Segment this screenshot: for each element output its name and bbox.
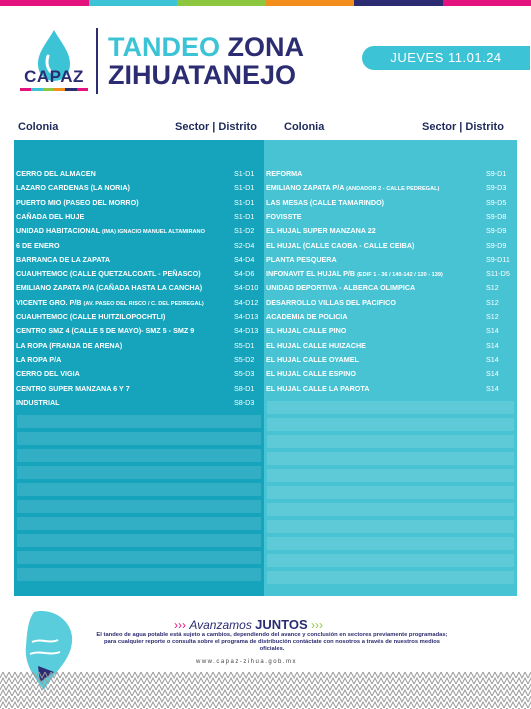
colonia-name [16, 241, 60, 250]
colonia-name-text: CERRO DEL VIGIA [16, 369, 80, 379]
logo-stripe [65, 88, 76, 91]
sector-code: S5-D3 [234, 369, 255, 379]
table-row [264, 182, 517, 196]
colonia-name [266, 183, 439, 192]
table-row [264, 268, 517, 282]
logo-stripes [20, 88, 88, 91]
table-row [264, 354, 517, 368]
topbar-segment [443, 0, 531, 6]
date-badge: JUEVES 11.01.24 [362, 46, 530, 70]
topbar-segment [0, 0, 89, 6]
colonia-name-text: EMILIANO ZAPATA P/A [266, 183, 345, 193]
empty-row [267, 520, 514, 533]
table-row [264, 311, 517, 325]
table-row [14, 383, 264, 397]
colonia-name-text: LA ROPA P/A [16, 354, 62, 364]
colonia-name [266, 198, 384, 207]
sector-code: S12 [486, 297, 499, 307]
table-row [14, 397, 264, 411]
colonia-name [16, 255, 110, 264]
sector-code: S1-D1 [234, 169, 255, 178]
colonia-name-text: CENTRO SUPER MANZANA 6 Y 7 [16, 383, 130, 393]
website-link[interactable]: www.capaz-zihua.gob.mx [196, 659, 298, 665]
table-row [264, 254, 517, 268]
sector-code: S4-D10 [234, 283, 259, 293]
logo-stripe [31, 88, 42, 91]
empty-row [17, 551, 261, 564]
topbar-segment [89, 0, 178, 6]
colonia-name-text: INFONAVIT EL HUJAL P/B [266, 269, 356, 279]
colonia-name [16, 283, 202, 292]
colonia-name-text: EL HUJAL CALLE LA PAROTA [266, 383, 370, 393]
colonia-name [16, 183, 130, 192]
table-row [14, 240, 264, 254]
sector-code: S9-D1 [486, 169, 507, 178]
colonia-note: (EDIF 1 - 36 / 140-142 / 120 - 139) [357, 272, 443, 279]
empty-row [17, 432, 261, 445]
logo-stripe [20, 88, 31, 91]
colonia-name [266, 212, 302, 221]
chevrons-icon: ››› [174, 618, 186, 632]
colonia-name-text: EL HUJAL CALLE HUIZACHE [266, 340, 366, 350]
logo-stripe [54, 88, 65, 91]
sector-code: S4-D4 [234, 254, 255, 264]
empty-row [267, 418, 514, 431]
table-row [14, 211, 264, 225]
colonia-name-text: CERRO DEL ALMACEN [16, 169, 96, 178]
table-row [264, 297, 517, 311]
sector-code: S1-D1 [234, 183, 255, 193]
empty-row [17, 483, 261, 496]
colonia-name-text: CENTRO SMZ 4 (CALLE 5 DE MAYO)- SMZ 5 - SMZ 9 [16, 326, 195, 336]
topbar-segment [266, 0, 355, 6]
page-title-line1 [108, 33, 304, 61]
empty-row [17, 534, 261, 547]
table-row [264, 340, 517, 354]
sector-code: S9-D8 [486, 211, 507, 221]
sector-code: S1-D1 [234, 197, 255, 207]
table-row [264, 211, 517, 225]
colonia-name [16, 212, 84, 221]
colonia-name-text: EL HUJAL CALLE ESPINO [266, 369, 356, 379]
sector-code: S12 [486, 312, 499, 321]
sector-code: S4-D13 [234, 312, 259, 321]
colonia-name [16, 369, 80, 378]
empty-row [17, 568, 261, 581]
top-color-bar [0, 0, 531, 6]
left-schedule-table [14, 140, 264, 596]
table-row [14, 197, 264, 211]
sector-code: S1-D2 [234, 226, 255, 236]
colonia-name-text: 6 DE ENERO [16, 240, 60, 250]
sector-code: S2-D4 [234, 240, 255, 250]
left-colonia-header: Colonia [18, 121, 59, 133]
colonia-name-text: UNIDAD HABITACIONAL [16, 226, 100, 236]
colonia-name [266, 241, 414, 250]
table-row [14, 354, 264, 368]
sector-code: S9-D3 [486, 183, 507, 193]
sector-code: S14 [486, 383, 499, 393]
empty-row [267, 435, 514, 448]
colonia-name [16, 269, 201, 278]
empty-row [267, 469, 514, 482]
empty-row [267, 571, 514, 584]
colonia-name-text: EL HUJAL CALLE OYAMEL [266, 354, 359, 364]
colonia-name [266, 341, 366, 350]
colonia-name-text: LAZARO CARDENAS (LA NORIA) [16, 183, 130, 193]
colonia-name-text: LAS MESAS (CALLE TAMARINDO) [266, 197, 385, 207]
colonia-name [266, 226, 376, 235]
colonia-name-text: LA ROPA (FRANJA DE ARENA) [16, 340, 123, 350]
colonia-name-text: BARRANCA DE LA ZAPATA [16, 254, 111, 264]
colonia-name [266, 269, 443, 278]
table-row [264, 383, 517, 397]
colonia-note: (IMA) IGNACIO MANUEL ALTAMIRANO [101, 229, 205, 236]
colonia-name [16, 312, 165, 321]
sector-code: S5-D1 [234, 340, 255, 350]
title-word-tandeo: TANDEO [108, 32, 220, 62]
colonia-name-text: ACADEMIA DE POLICIA [266, 312, 348, 321]
topbar-segment [177, 0, 266, 6]
sector-code: S9-D9 [486, 240, 507, 250]
table-row [264, 240, 517, 254]
colonia-note: (AV. PASEO DEL RISCO / C. DEL PEDREGAL) [83, 300, 204, 307]
sector-code: S5-D2 [234, 354, 255, 364]
right-colonia-header: Colonia [284, 121, 325, 133]
table-row [14, 297, 264, 311]
sector-code: S11-D5 [486, 269, 510, 279]
empty-row [17, 449, 261, 462]
empty-row [267, 452, 514, 465]
logo-stripe [77, 88, 88, 91]
table-row [14, 311, 264, 325]
colonia-name [266, 326, 346, 335]
colonia-name-text: EMILIANO ZAPATA P/A (CAÑADA HASTA LA CANCHA) [16, 283, 203, 293]
empty-row [267, 537, 514, 550]
sector-code: S9-D11 [486, 254, 510, 264]
colonia-name [16, 398, 60, 407]
table-row [14, 182, 264, 196]
table-row [264, 168, 517, 182]
table-row [14, 268, 264, 282]
slogan [174, 617, 323, 632]
colonia-name-text: EL HUJAL (CALLE CAOBA - CALLE CEIBA) [266, 240, 415, 250]
colonia-name [16, 355, 61, 364]
sector-code: S14 [486, 369, 499, 379]
colonia-name [266, 169, 302, 178]
sector-code: S8-D1 [234, 383, 255, 393]
table-row [14, 225, 264, 239]
colonia-name [16, 326, 194, 335]
topbar-segment [354, 0, 443, 6]
colonia-name-text: CAÑADA DEL HUJE [16, 211, 85, 221]
table-row [14, 340, 264, 354]
table-row [14, 168, 264, 182]
title-word-zona: ZONA [220, 32, 304, 62]
colonia-name [16, 226, 205, 235]
chevrons-icon-right: ››› [311, 618, 324, 632]
right-schedule-table [264, 140, 517, 596]
colonia-name-text: REFORMA [266, 169, 303, 178]
logo-stripe [43, 88, 54, 91]
colonia-name [266, 298, 396, 307]
empty-row [17, 500, 261, 513]
empty-row [17, 517, 261, 530]
sector-code: S4-D6 [234, 269, 255, 279]
colonia-note: (ANDADOR 2 - CALLE PEDREGAL) [346, 186, 440, 193]
right-sector-header: Sector | Distrito [422, 121, 504, 133]
colonia-name [16, 341, 122, 350]
colonia-name [266, 255, 337, 264]
colonia-name [16, 169, 96, 178]
colonia-name-text: UNIDAD DEPORTIVA - ALBERCA OLIMPICA [266, 283, 416, 293]
empty-row [17, 466, 261, 479]
colonia-name-text: PLANTA PESQUERA [266, 254, 337, 264]
empty-row [267, 554, 514, 567]
sector-code: S14 [486, 326, 499, 336]
zigzag-pattern [0, 672, 531, 709]
page-title-line2: ZIHUATANEJO [108, 60, 296, 90]
sector-code: S9-D5 [486, 197, 507, 207]
table-row [264, 197, 517, 211]
colonia-name-text: DESARROLLO VILLAS DEL PACIFICO [266, 297, 396, 307]
sector-code: S1-D1 [234, 211, 255, 221]
table-row [14, 282, 264, 296]
colonia-name-text: EL HUJAL CALLE PINO [266, 326, 347, 336]
table-row [14, 254, 264, 268]
colonia-name [266, 369, 356, 378]
colonia-name [266, 355, 359, 364]
slogan-word-b: JUNTOS [255, 617, 308, 632]
table-row [264, 282, 517, 296]
sector-code: S12 [486, 283, 499, 293]
left-sector-header: Sector | Distrito [175, 121, 257, 133]
colonia-name [266, 312, 348, 321]
empty-row [267, 401, 514, 414]
empty-row [17, 415, 261, 428]
colonia-name [16, 198, 139, 207]
colonia-name [16, 384, 130, 393]
colonia-name-text: FOVISSTE [266, 211, 302, 221]
sector-code: S14 [486, 354, 499, 364]
table-row [14, 368, 264, 382]
sector-code: S9-D9 [486, 226, 507, 236]
colonia-name-text: CUAUHTEMOC (CALLE HUITZILOPOCHTLI) [16, 312, 166, 321]
colonia-name-text: VICENTE GRO. P/B [16, 297, 82, 307]
colonia-name-text: EL HUJAL SUPER MANZANA 22 [266, 226, 376, 236]
empty-row [267, 486, 514, 499]
slogan-word-a: Avanzamos [189, 618, 252, 632]
disclaimer-text: El tandeo de agua potable está sujeto a cambios, dependiendo del avance y conclusión en sectores previamente programadas; para cualquier reporte o consulta sobre el programa de distribución contáctate con nosotros a través de nuestros medios oficiales. [96, 632, 448, 653]
sector-code: S8-D3 [234, 397, 255, 407]
colonia-name-text: PUERTO MIO (PASEO DEL MORRO) [16, 197, 139, 207]
table-row [264, 225, 517, 239]
table-row [264, 325, 517, 339]
table-row [264, 368, 517, 382]
colonia-name-text: CUAUHTEMOC (CALLE QUETZALCOATL - PEÑASCO) [16, 269, 201, 279]
empty-row [267, 503, 514, 516]
colonia-name-text: INDUSTRIAL [16, 397, 60, 407]
sector-code: S14 [486, 340, 499, 350]
header-divider [96, 28, 98, 94]
colonia-name [266, 384, 369, 393]
colonia-name [266, 283, 415, 292]
sector-code: S4-D12 [234, 297, 259, 307]
colonia-name [16, 298, 204, 307]
sector-code: S4-D13 [234, 326, 259, 336]
table-row [14, 325, 264, 339]
logo-text: CAPAZ [24, 67, 84, 86]
